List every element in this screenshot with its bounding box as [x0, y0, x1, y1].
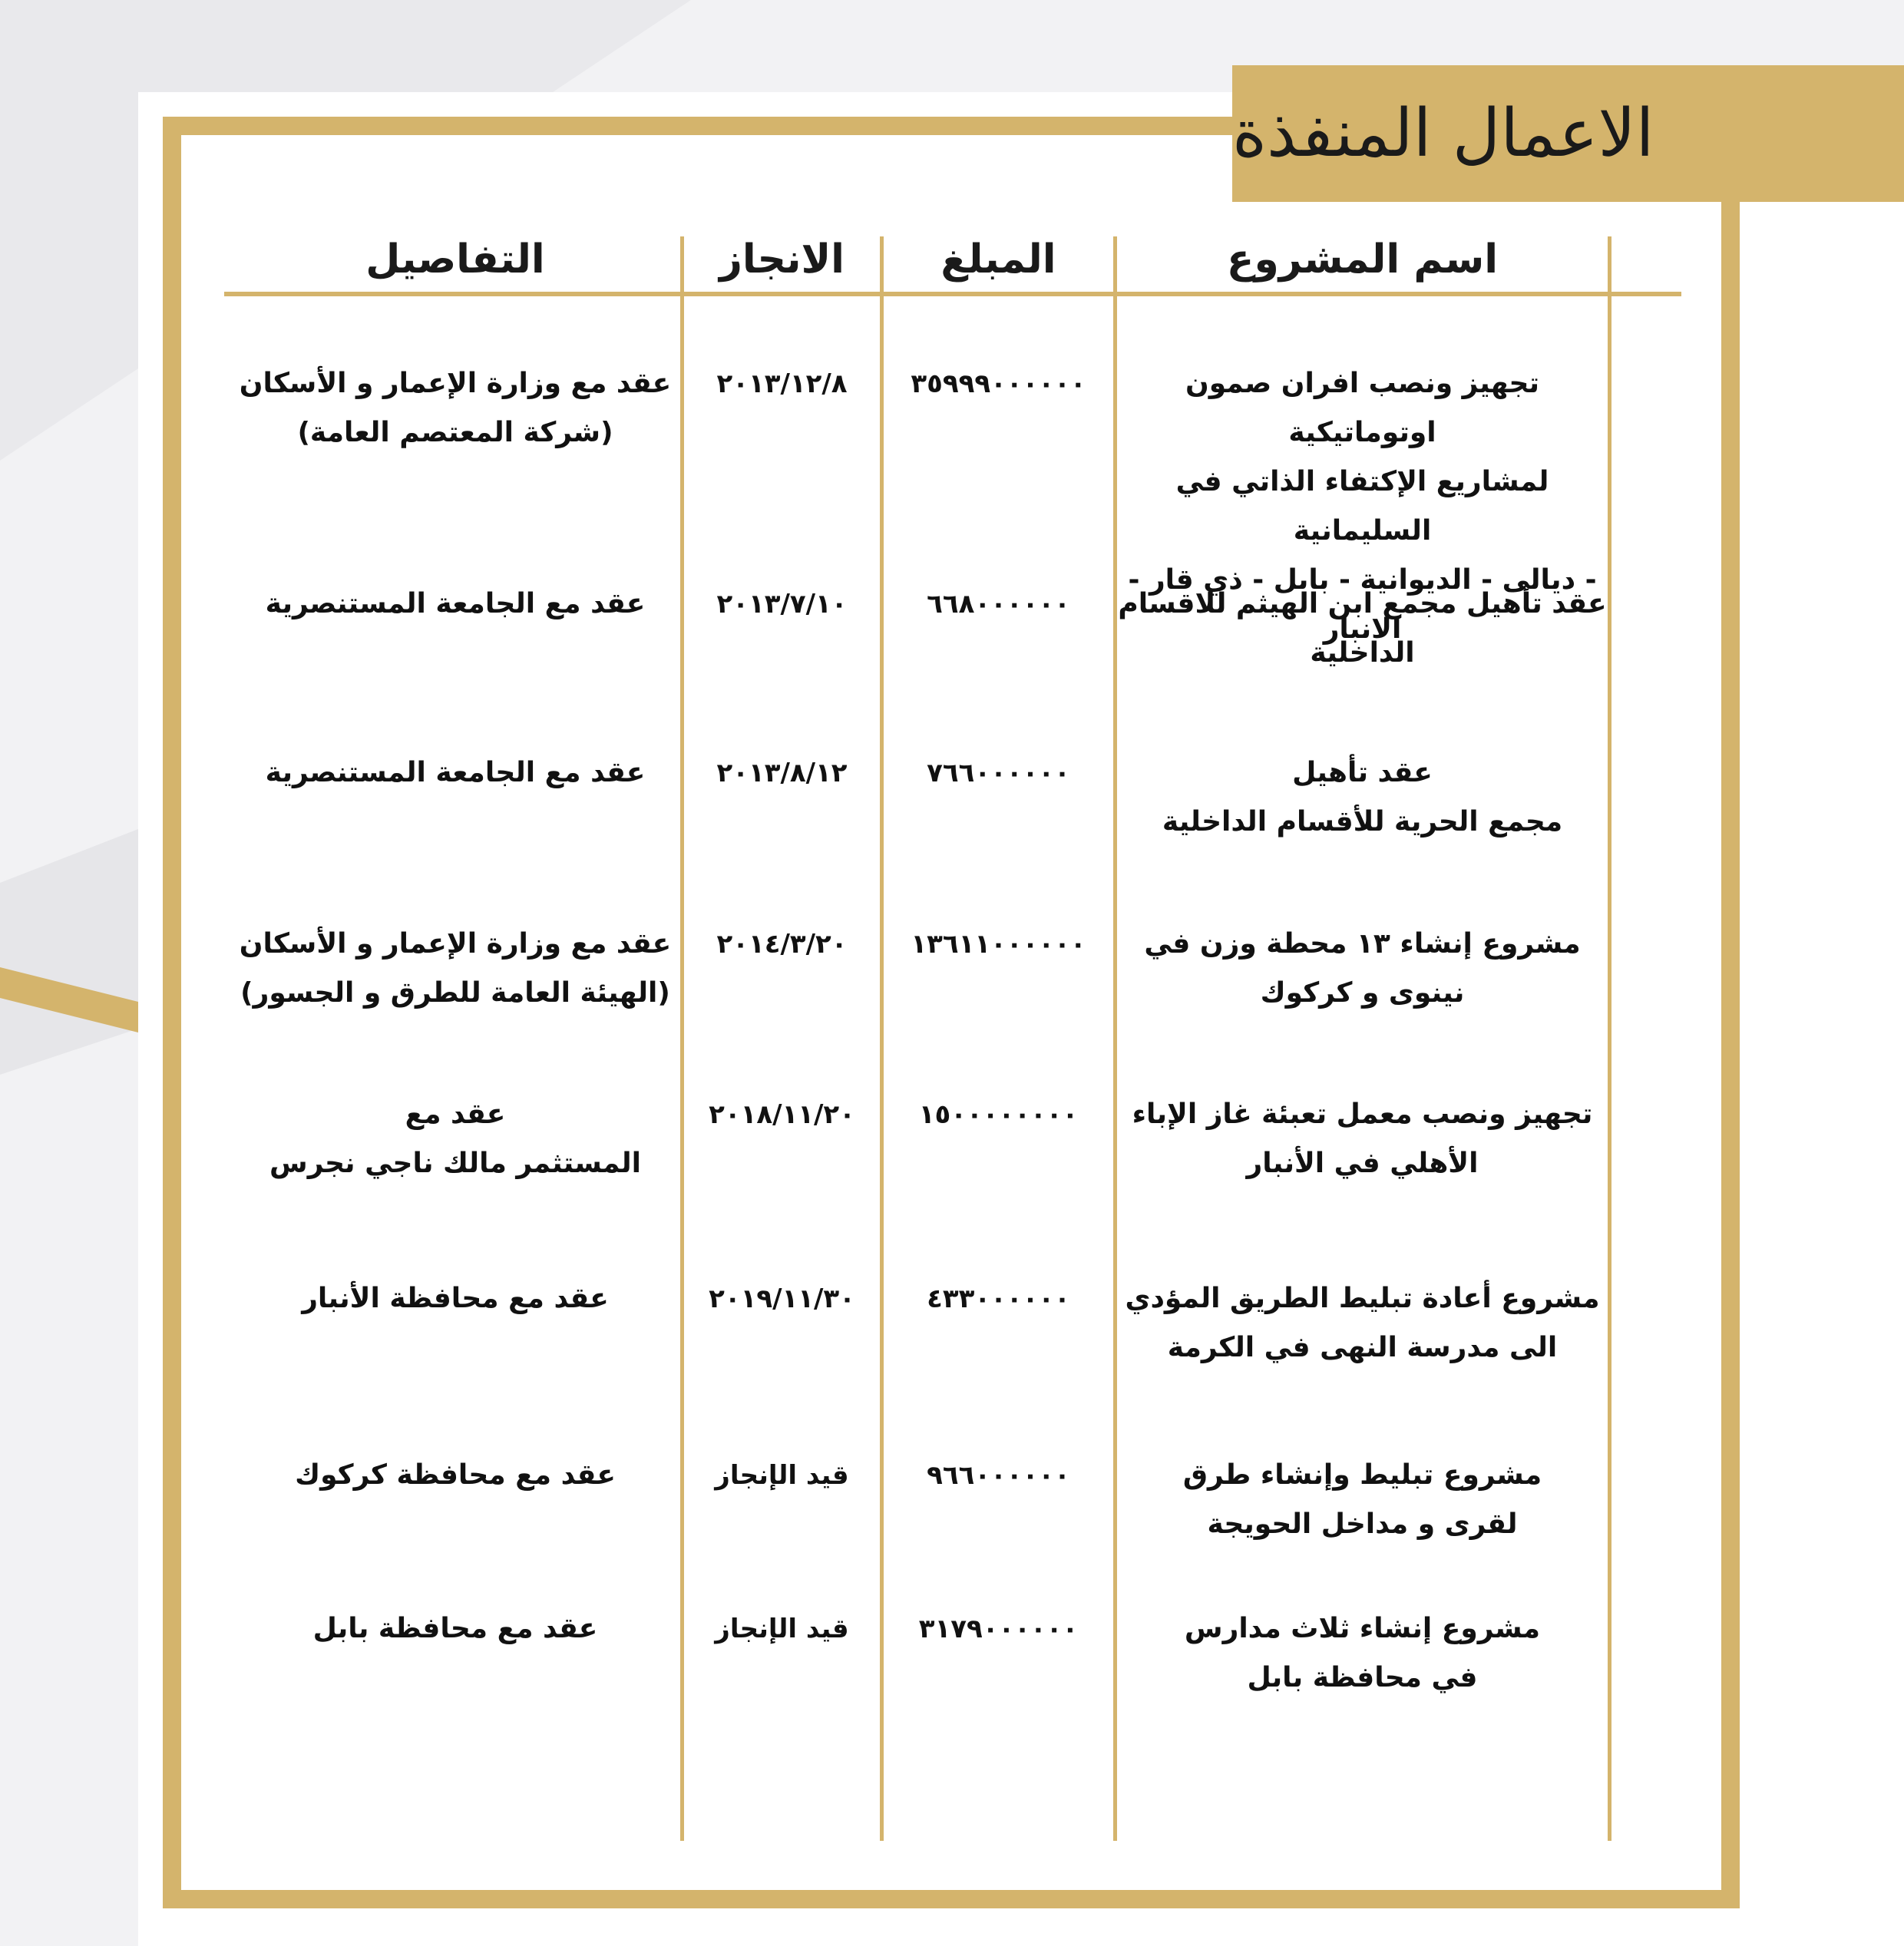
- cell-completion: ٢٠١٨/١١/٢٠: [709, 1099, 855, 1130]
- cell-amount: ٣٥٩٩٩٠٠٠٠٠٠: [911, 368, 1086, 399]
- title-banner: [1232, 65, 1904, 202]
- cell-amount: ٦٦٨٠٠٠٠٠٠: [927, 589, 1070, 619]
- cell-completion: قيد الإنجاز: [715, 1460, 849, 1491]
- cell-amount: ٩٦٦٠٠٠٠٠٠: [927, 1460, 1070, 1491]
- cell-details: عقد مع الجامعة المستنصرية: [265, 757, 646, 788]
- cell-completion: ٢٠١٩/١١/٣٠: [709, 1284, 855, 1314]
- cell-project: مشروع إنشاء ثلاث مدارس في محافظة بابل: [1184, 1613, 1541, 1693]
- cell-details: عقد مع محافظة الأنبار: [302, 1283, 609, 1314]
- column-header-details: التفاصيل: [365, 236, 545, 282]
- cell-amount: ٤٣٣٠٠٠٠٠٠: [927, 1284, 1070, 1314]
- cell-amount: ٣١٧٩٠٠٠٠٠٠: [918, 1614, 1079, 1644]
- cell-details: عقد مع الجامعة المستنصرية: [265, 588, 646, 619]
- page-title: الاعمال المنفذة: [1232, 95, 1654, 172]
- cell-amount: ١٥٠٠٠٠٠٠٠٠: [918, 1099, 1079, 1130]
- cell-details: عقد مع محافظة بابل: [312, 1613, 598, 1644]
- cell-project: مشروع تبليط وإنشاء طرق لقرى و مداخل الحويجة: [1182, 1459, 1542, 1540]
- cell-project: عقد تأهيل مجمع ابن الهيثم للاقسام الداخلية: [1118, 588, 1607, 669]
- cell-project: تجهيز ونصب افران صمون اوتوماتيكية لمشاريع الإكتفاء الذاتي في السليمانية - ديالى - الديوانية - بابل - ذي قار - الانبار: [1128, 368, 1597, 645]
- cell-amount: ١٣٦١١٠٠٠٠٠٠: [911, 929, 1086, 960]
- column-header-project: اسم المشروع: [1226, 236, 1499, 282]
- cell-details: عقد مع وزارة الإعمار و الأسكان (شركة المعتصم العامة): [239, 368, 672, 448]
- cell-completion: ٢٠١٤/٣/٢٠: [716, 929, 848, 960]
- cell-project: تجهيز ونصب معمل تعبئة غاز الإباء الأهلي في الأنبار: [1132, 1099, 1593, 1179]
- cell-amount: ٧٦٦٠٠٠٠٠٠: [927, 758, 1070, 788]
- cell-completion: ٢٠١٣/٧/١٠: [716, 589, 848, 619]
- cell-completion: ٢٠١٣/١٢/٨: [716, 368, 848, 399]
- cell-completion: ٢٠١٣/٨/١٢: [716, 758, 848, 788]
- cell-completion: قيد الإنجاز: [715, 1614, 849, 1644]
- cell-project: عقد تأهيل مجمع الحرية للأقسام الداخلية: [1162, 757, 1563, 838]
- header-underline: [224, 292, 1681, 296]
- cell-details: عقد مع المستثمر مالك ناجي نجرس: [269, 1099, 641, 1179]
- column-header-completion: الانجاز: [719, 236, 845, 282]
- column-divider: [880, 236, 884, 1841]
- column-header-amount: المبلغ: [940, 236, 1056, 282]
- cell-project: مشروع أعادة تبليط الطريق المؤدي الى مدرسة النهى في الكرمة: [1125, 1283, 1600, 1363]
- cell-details: عقد مع وزارة الإعمار و الأسكان (الهيئة العامة للطرق و الجسور): [239, 928, 672, 1009]
- column-divider: [1608, 236, 1611, 1841]
- cell-project: مشروع إنشاء ١٣ محطة وزن في نينوى و كركوك: [1144, 928, 1581, 1009]
- cell-details: عقد مع محافظة كركوك: [295, 1459, 616, 1491]
- column-divider: [680, 236, 684, 1841]
